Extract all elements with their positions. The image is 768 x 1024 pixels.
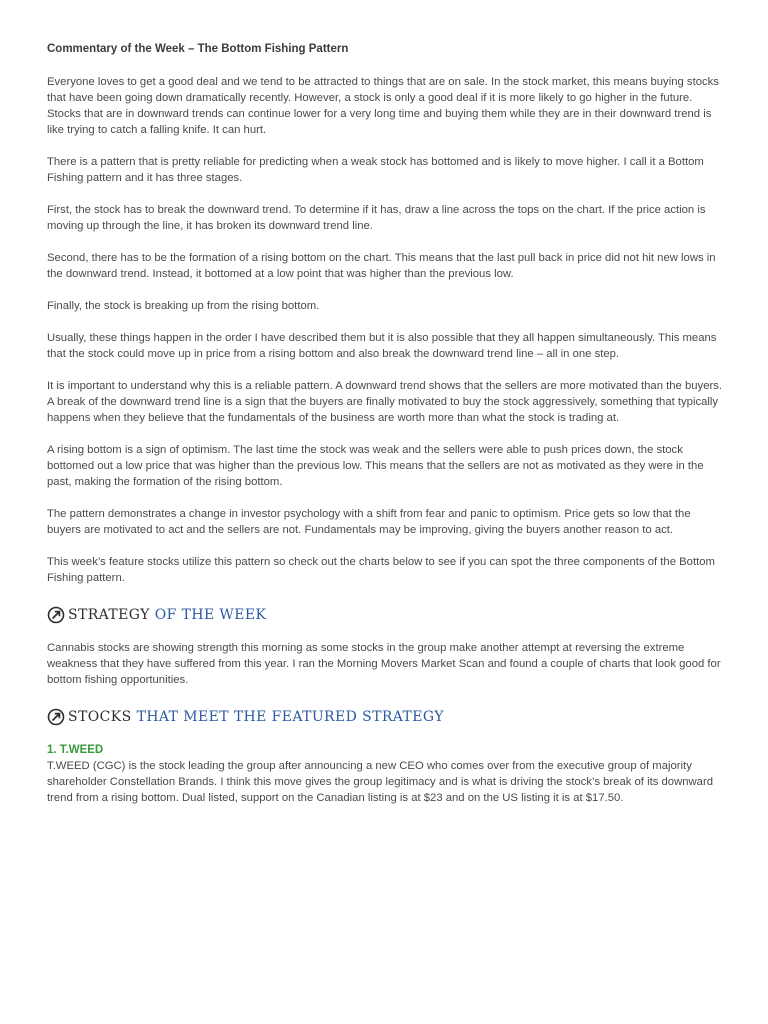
- arrow-circle-icon: [47, 606, 65, 624]
- stock-item-text: T.WEED (CGC) is the stock leading the group after announcing a new CEO who comes over from the executive group of majority shareholder Constellation Brands. I think this move gives the group legitimacy and is what is driving the stock’s break of its downward trend from a rising bottom. Dual listed, support on the Canadian listing is at $23 and on the US listing it is at $17.50.: [47, 760, 714, 804]
- document-title: Commentary of the Week – The Bottom Fishing Pattern: [47, 43, 349, 55]
- paragraph-3: First, the stock has to break the downward trend. To determine if it has, draw a line across the tops on the chart. If the price action is moving up through the line, it has broken its downward trend line.: [47, 204, 706, 232]
- paragraph-5: Finally, the stock is breaking up from the rising bottom.: [47, 300, 320, 312]
- strategy-heading: [47, 602, 724, 628]
- stocks-heading-second: THAT MEET THE FEATURED STRATEGY: [136, 709, 444, 725]
- paragraph-2: There is a pattern that is pretty reliable for predicting when a weak stock has bottomed and is likely to move higher. I call it a Bottom Fishing pattern and it has three stages.: [47, 156, 704, 184]
- strategy-heading-first: STRATEGY: [68, 607, 150, 623]
- stocks-heading: [47, 704, 724, 730]
- stocks-heading-first: STOCKS: [68, 709, 132, 725]
- paragraph-10: This week’s feature stocks utilize this pattern so check out the charts below to see if you can spot the three components of the Bottom Fishing pattern.: [47, 556, 715, 584]
- strategy-paragraph: Cannabis stocks are showing strength this morning as some stocks in the group make another attempt at reversing the extreme weakness that they have suffered from this year. I ran the Morning Movers Market Scan and found a couple of charts that look good for bottom fishing opportunities.: [47, 642, 721, 686]
- paragraph-4: Second, there has to be the formation of a rising bottom on the chart. This means that the last pull back in price did not hit new lows in the downward trend. Instead, it bottomed at a low point that was higher than the previous low.: [47, 252, 716, 280]
- paragraph-8: A rising bottom is a sign of optimism. The last time the stock was weak and the sellers were able to push prices down, the stock bottomed out a low price that was higher than the previous low. This means that the sellers are not as motivated as they were in the past, making the formation of the rising bottom.: [47, 444, 704, 488]
- paragraph-7: It is important to understand why this is a reliable pattern. A downward trend shows that the sellers are more motivated than the buyers. A break of the downward trend line is a sign that the buyers are finally motivated to buy the stock aggressively, something that typically happens when they believe that the fundamentals of the business are worth more than what the stock is trading at.: [47, 380, 723, 424]
- paragraph-6: Usually, these things happen in the order I have described them but it is also possible that they all happen simultaneously. This means that the stock could move up in price from a rising bottom and also break the downward trend line – all in one step.: [47, 332, 717, 360]
- arrow-circle-icon: [47, 708, 65, 726]
- stock-item-title: 1. T.WEED: [47, 744, 104, 756]
- paragraph-9: The pattern demonstrates a change in investor psychology with a shift from fear and panic to optimism. Price gets so low that the buyers are motivated to act and the sellers are not. Fundamentals may be improving, giving the buyers another reason to act.: [47, 508, 691, 536]
- strategy-heading-second: OF THE WEEK: [154, 607, 267, 623]
- paragraph-1: Everyone loves to get a good deal and we tend to be attracted to things that are on sale. In the stock market, this means buying stocks that have been going down dramatically recently. However, a stock is only a good deal if it is more likely to go higher in the future. Stocks that are in downward trends can continue lower for a very long time and buying them while they are in their downward trend is like trying to catch a falling knife. It can hurt.: [47, 76, 719, 136]
